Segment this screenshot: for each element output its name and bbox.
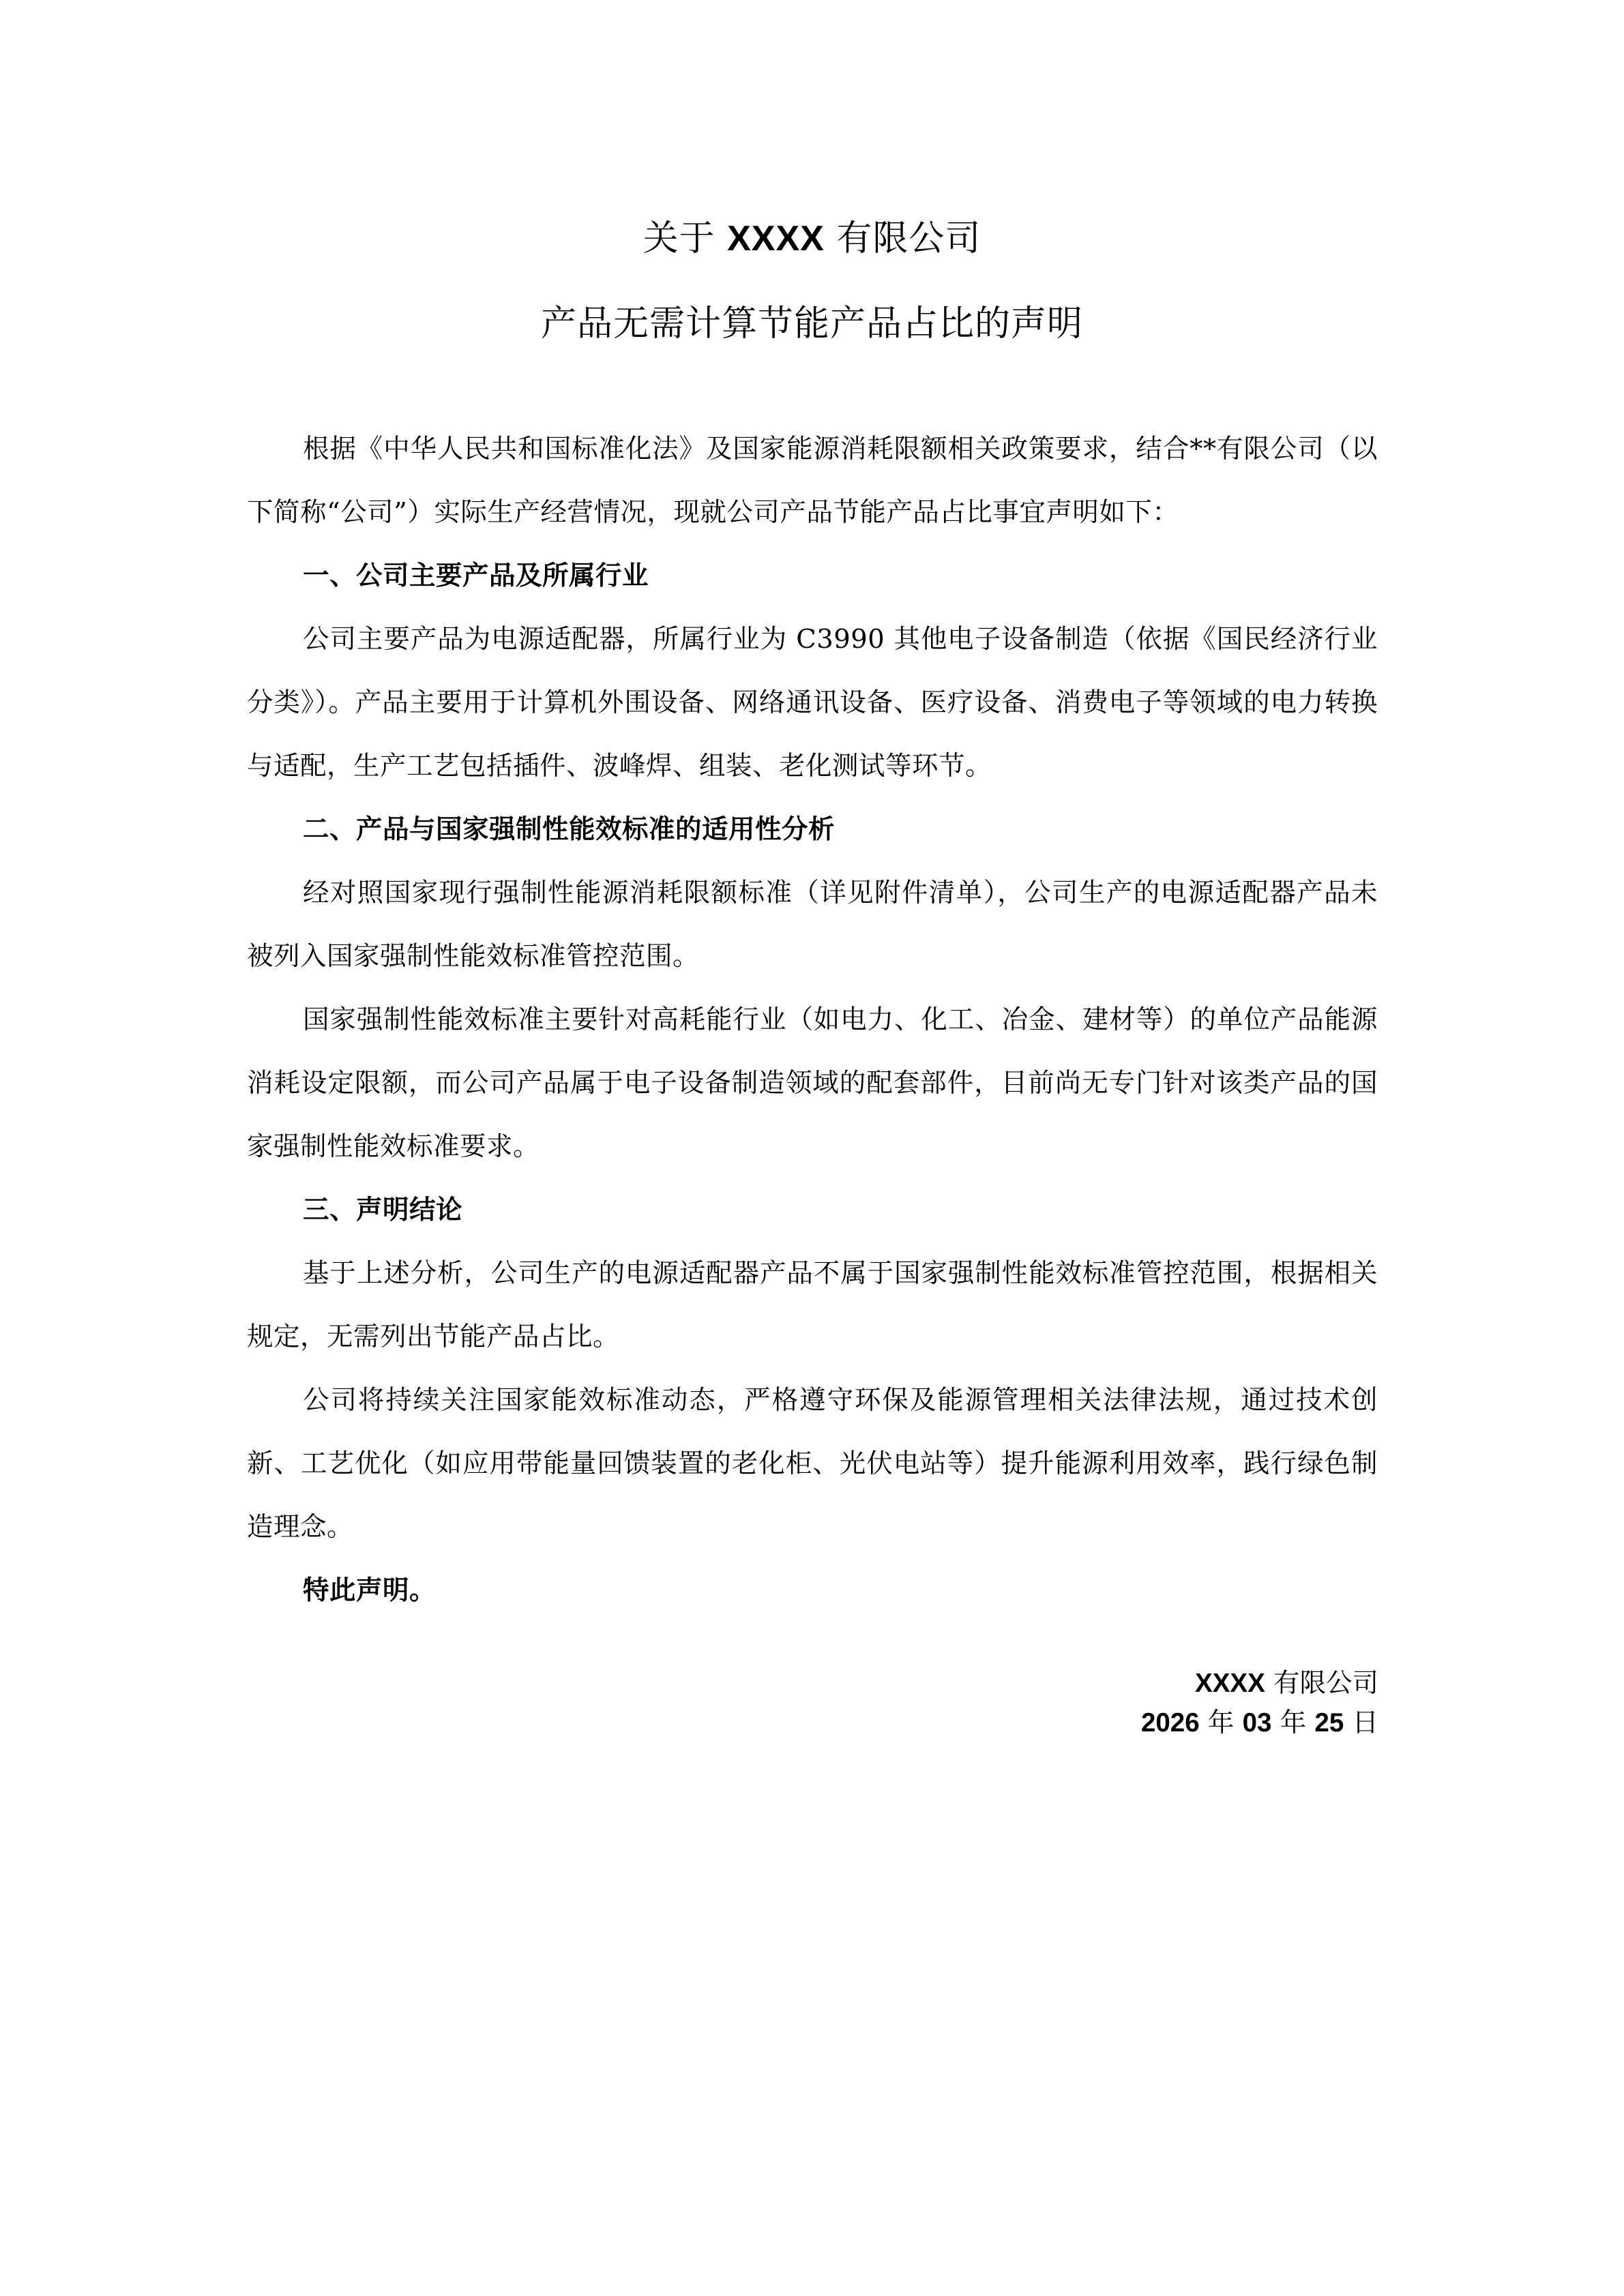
date-day: 25	[1314, 1708, 1344, 1738]
title-suffix: 有限公司	[824, 218, 981, 259]
section-1-paragraph-1: 公司主要产品为电源适配器，所属行业为 C3990 其他电子设备制造（依据《国民经济行业分类》）。产品主要用于计算机外围设备、网络通讯设备、医疗设备、消费电子等领域的电力转换与适配，生产工艺包括插件、波峰焊、组装、老化测试等环节。	[247, 624, 1378, 781]
date-month-unit: 年	[1271, 1708, 1315, 1738]
date-year-unit: 年	[1199, 1708, 1243, 1738]
title-company-placeholder: XXXX	[727, 219, 825, 258]
signature-date	[1141, 1703, 1378, 1743]
section-2-paragraph-1: 经对照国家现行强制性能源消耗限额标准（详见附件清单），公司生产的电源适配器产品未被列入国家强制性能效标准管控范围。	[247, 878, 1378, 972]
section-3-paragraph-1: 基于上述分析，公司生产的电源适配器产品不属于国家强制性能效标准管控范围，根据相关规定，无需列出节能产品占比。	[247, 1258, 1378, 1352]
section-3-paragraph-2: 公司将持续关注国家能效标准动态，严格遵守环保及能源管理相关法律法规，通过技术创新、工艺优化（如应用带能量回馈装置的老化柜、光伏电站等）提升能源利用效率，践行绿色制造理念。	[247, 1385, 1378, 1542]
title-prefix: 关于	[643, 218, 728, 259]
section-2-paragraph-2: 国家强制性能效标准主要针对高耗能行业（如电力、化工、冶金、建材等）的单位产品能源消耗设定限额，而公司产品属于电子设备制造领域的配套部件，目前尚无专门针对该类产品的国家强制性能效标准要求。	[247, 1004, 1378, 1162]
section-1-heading: 一、公司主要产品及所属行业	[303, 561, 649, 591]
document-title-line-2: 产品无需计算节能产品占比的声明	[540, 303, 1083, 344]
date-day-unit: 日	[1344, 1708, 1378, 1738]
section-3-heading: 三、声明结论	[303, 1195, 463, 1225]
date-year: 2026	[1140, 1708, 1200, 1738]
signature-company-suffix: 有限公司	[1265, 1668, 1378, 1699]
signature-block	[1141, 1664, 1378, 1743]
section-2-heading: 二、产品与国家强制性能效标准的适用性分析	[303, 814, 836, 845]
document-body	[247, 417, 1378, 1622]
signature-company	[1141, 1664, 1378, 1703]
intro-paragraph: 根据《中华人民共和国标准化法》及国家能源消耗限额相关政策要求，结合**有限公司（以下简称“公司”）实际生产经营情况，现就公司产品节能产品占比事宜声明如下：	[247, 434, 1378, 528]
document-title-line-1	[0, 215, 1624, 263]
signature-company-placeholder: XXXX	[1195, 1669, 1265, 1698]
closing-statement: 特此声明。	[303, 1575, 437, 1606]
date-month: 03	[1242, 1708, 1272, 1738]
